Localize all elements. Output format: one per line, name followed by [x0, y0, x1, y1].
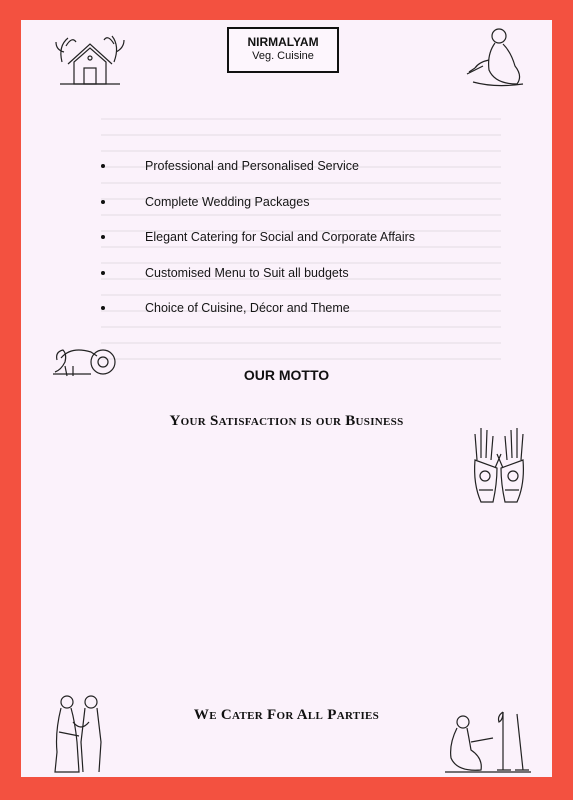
footer-tagline: We Cater For All Parties [193, 707, 380, 723]
list-item [101, 194, 501, 230]
sage-writing-icon [465, 26, 527, 90]
wedding-couple-icon [51, 692, 107, 776]
motto-heading: OUR MOTTO [243, 367, 330, 383]
list-item [101, 229, 501, 265]
bullet-icon [101, 200, 105, 204]
motto-tagline: Your Satisfaction is our Business [169, 413, 404, 429]
brand-subtitle: Veg. Cuisine [252, 50, 314, 62]
bullet-icon [101, 271, 105, 275]
bullet-icon [101, 235, 105, 239]
service-text: Elegant Catering for Social and Corporate Affairs [145, 230, 416, 244]
bullet-icon [101, 164, 105, 168]
woman-with-lamp-icon [441, 708, 533, 776]
list-item [101, 158, 501, 194]
service-text: Customised Menu to Suit all budgets [145, 265, 349, 280]
bullet-icon [101, 306, 105, 310]
henna-hands-icon [471, 424, 527, 508]
service-text: Complete Wedding Packages [145, 194, 310, 209]
list-item [101, 265, 501, 301]
document-page [21, 20, 552, 777]
brand-name: NIRMALYAM [247, 35, 319, 49]
service-text: Professional and Personalised Service [145, 159, 360, 173]
temple-hut-icon [54, 32, 126, 90]
services-list [101, 158, 501, 336]
brand-title-box [227, 27, 339, 73]
list-item [101, 300, 501, 336]
service-text: Choice of Cuisine, Décor and Theme [145, 301, 350, 315]
